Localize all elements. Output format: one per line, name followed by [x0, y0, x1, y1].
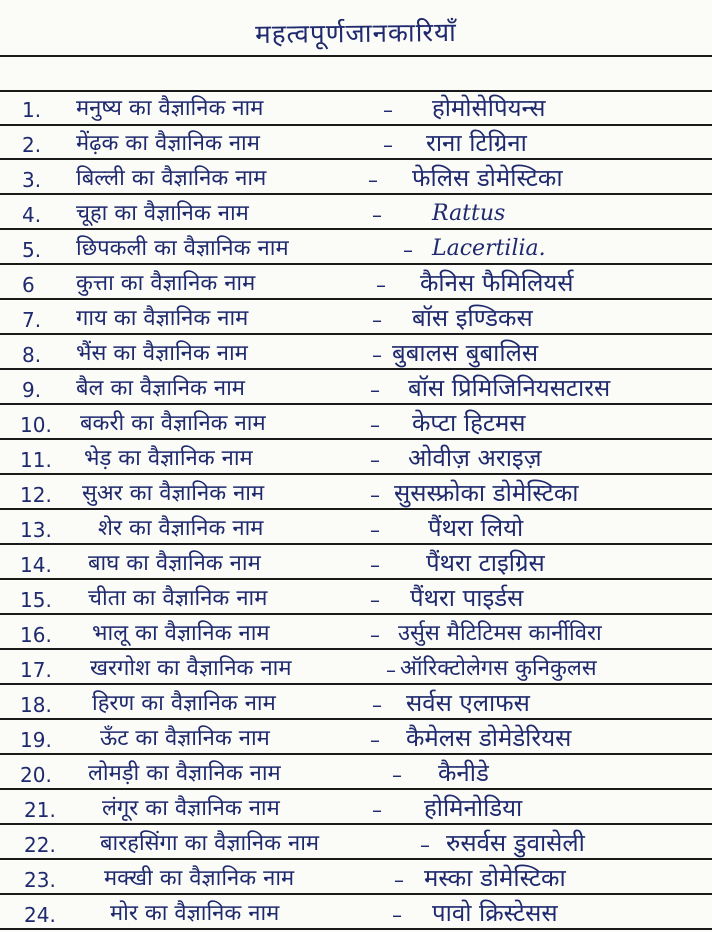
animal-label: मक्खी का वैज्ञानिक नाम — [104, 866, 295, 891]
list-item — [0, 403, 712, 437]
item-number: 5. — [22, 238, 42, 262]
item-number: 14. — [20, 553, 52, 577]
item-number: 7. — [22, 308, 42, 332]
ruled-line — [0, 55, 712, 57]
separator-dash: – — [368, 168, 378, 192]
animal-label: लंगूर का वैज्ञानिक नाम — [102, 796, 280, 821]
animal-label: छिपकली का वैज्ञानिक नाम — [76, 236, 289, 261]
separator-dash: – — [370, 588, 380, 612]
list-item — [0, 473, 712, 507]
scientific-name: पैंथरा पाइर्डस — [410, 584, 524, 612]
separator-dash: – — [370, 553, 380, 577]
separator-dash: – — [383, 98, 393, 122]
scientific-name: मस्का डोमेस्टिका — [424, 864, 566, 892]
scientific-name: सर्वस एलाफस — [406, 689, 530, 717]
list-item — [0, 823, 712, 857]
item-number: 4. — [22, 203, 42, 227]
animal-label: चूहा का वैज्ञानिक नाम — [76, 201, 249, 226]
separator-dash: – — [383, 133, 393, 157]
scientific-name: राना टिग्रिना — [426, 129, 527, 157]
page-title: महत्वपूर्णजानकारियाँ — [255, 17, 457, 51]
scientific-name: Rattus — [432, 201, 506, 226]
scientific-name: ऑरिक्टोलेगस कुनिकुलस — [400, 656, 597, 681]
separator-dash: – — [376, 273, 386, 297]
scientific-name: होमिनोडिया — [424, 794, 523, 822]
animal-label: चीता का वैज्ञानिक नाम — [88, 586, 268, 611]
list-item — [0, 193, 712, 227]
animal-label: शेर का वैज्ञानिक नाम — [98, 516, 264, 541]
scientific-name: पैंथरा टाइग्रिस — [426, 549, 545, 577]
list-item — [0, 683, 712, 717]
separator-dash: – — [372, 798, 382, 822]
list-item — [0, 543, 712, 577]
separator-dash: – — [370, 518, 380, 542]
list-item — [0, 438, 712, 472]
scientific-name: कैनीडे — [438, 759, 489, 787]
item-number: 20. — [20, 763, 52, 787]
scientific-name: बॉस प्रिमिजिनियसटारस — [408, 374, 611, 402]
scientific-name: कैनिस फैमिलियर्स — [420, 269, 574, 297]
list-item — [0, 788, 712, 822]
list-item — [0, 753, 712, 787]
animal-label: मनुष्य का वैज्ञानिक नाम — [76, 96, 264, 121]
animal-label: गाय का वैज्ञानिक नाम — [76, 306, 249, 331]
item-number: 23. — [24, 868, 56, 892]
separator-dash: – — [372, 308, 382, 332]
list-item — [0, 893, 712, 927]
separator-dash: – — [370, 728, 380, 752]
item-number: 3. — [22, 168, 42, 192]
item-number: 2. — [22, 133, 42, 157]
item-number: 21. — [24, 798, 56, 822]
item-number: 13. — [20, 518, 52, 542]
animal-label: बकरी का वैज्ञानिक नाम — [80, 411, 266, 436]
animal-label: मेंढ़क का वैज्ञानिक नाम — [76, 131, 260, 156]
list-item — [0, 858, 712, 892]
list-item — [0, 368, 712, 402]
separator-dash: – — [372, 693, 382, 717]
animal-label: हिरण का वैज्ञानिक नाम — [92, 691, 276, 716]
list-item — [0, 88, 712, 122]
list-item — [0, 228, 712, 262]
scientific-name: सुसस्फ्रोका डोमेस्टिका — [394, 479, 579, 507]
list-item — [0, 158, 712, 192]
list-item — [0, 718, 712, 752]
animal-label: भेड़ का वैज्ञानिक नाम — [84, 446, 253, 471]
separator-dash: – — [370, 483, 380, 507]
item-number: 8. — [22, 343, 42, 367]
item-number: 22. — [24, 833, 56, 857]
separator-dash: – — [403, 238, 413, 262]
scientific-name: पैंथरा लियो — [428, 514, 524, 542]
list-item — [0, 613, 712, 647]
list-item — [0, 578, 712, 612]
item-number: 6 — [22, 273, 35, 297]
scientific-name: होमोसेपियन्स — [432, 94, 546, 122]
scientific-name: केप्टा हिटमस — [412, 409, 526, 437]
list-item — [0, 263, 712, 297]
item-number: 15. — [20, 588, 52, 612]
animal-label: बैल का वैज्ञानिक नाम — [76, 376, 245, 401]
item-number: 16. — [20, 623, 52, 647]
separator-dash: – — [372, 203, 382, 227]
scientific-name: पावो क्रिस्टेसस — [432, 899, 558, 927]
list-item — [0, 333, 712, 367]
separator-dash: – — [370, 623, 380, 647]
separator-dash: – — [392, 763, 402, 787]
separator-dash: – — [420, 833, 430, 857]
item-number: 17. — [20, 658, 52, 682]
item-number: 9. — [22, 378, 42, 402]
item-number: 19. — [20, 728, 52, 752]
animal-label: भालू का वैज्ञानिक नाम — [92, 621, 270, 646]
list-item — [0, 123, 712, 157]
animal-label: मोर का वैज्ञानिक नाम — [110, 901, 280, 926]
animal-label: सुअर का वैज्ञानिक नाम — [82, 481, 265, 506]
list-item — [0, 508, 712, 542]
scientific-name: फेलिस डोमेस्टिका — [412, 164, 563, 192]
separator-dash: – — [392, 903, 402, 927]
item-number: 11. — [20, 448, 52, 472]
scientific-name: रुसर्वस डुवासेली — [446, 829, 585, 857]
animal-label: भैंस का वैज्ञानिक नाम — [76, 341, 248, 366]
item-number: 12. — [20, 483, 52, 507]
animal-label: बारहसिंगा का वैज्ञानिक नाम — [100, 831, 320, 856]
item-number: 24. — [24, 903, 56, 927]
scientific-name: बुबालस बुबालिस — [392, 339, 539, 367]
separator-dash: – — [370, 448, 380, 472]
separator-dash: – — [370, 413, 380, 437]
animal-label: कुत्ता का वैज्ञानिक नाम — [76, 271, 256, 296]
scientific-name: बॉस इण्डिकस — [412, 304, 533, 332]
separator-dash: – — [394, 868, 404, 892]
animal-label: खरगोश का वैज्ञानिक नाम — [90, 656, 292, 681]
animal-label: लोमड़ी का वैज्ञानिक नाम — [88, 761, 281, 786]
list-item — [0, 298, 712, 332]
scientific-name: उर्सुस मैटिटिमस कार्नीविरा — [398, 621, 602, 646]
ruled-line — [0, 928, 712, 930]
item-number: 10. — [20, 413, 52, 437]
scientific-name: Lacertilia. — [432, 236, 546, 261]
scientific-name: कैमेलस डोमेडेरियस — [406, 724, 572, 752]
item-number: 18. — [20, 693, 52, 717]
item-number: 1. — [22, 98, 42, 122]
separator-dash: – — [370, 378, 380, 402]
animal-label: बाघ का वैज्ञानिक नाम — [88, 551, 261, 576]
list-item — [0, 648, 712, 682]
animal-label: ऊँट का वैज्ञानिक नाम — [100, 726, 270, 751]
separator-dash: – — [372, 343, 382, 367]
scientific-name: ओवीज़ अराइज़ — [408, 444, 542, 472]
animal-label: बिल्ली का वैज्ञानिक नाम — [76, 166, 267, 191]
separator-dash: – — [386, 658, 396, 682]
